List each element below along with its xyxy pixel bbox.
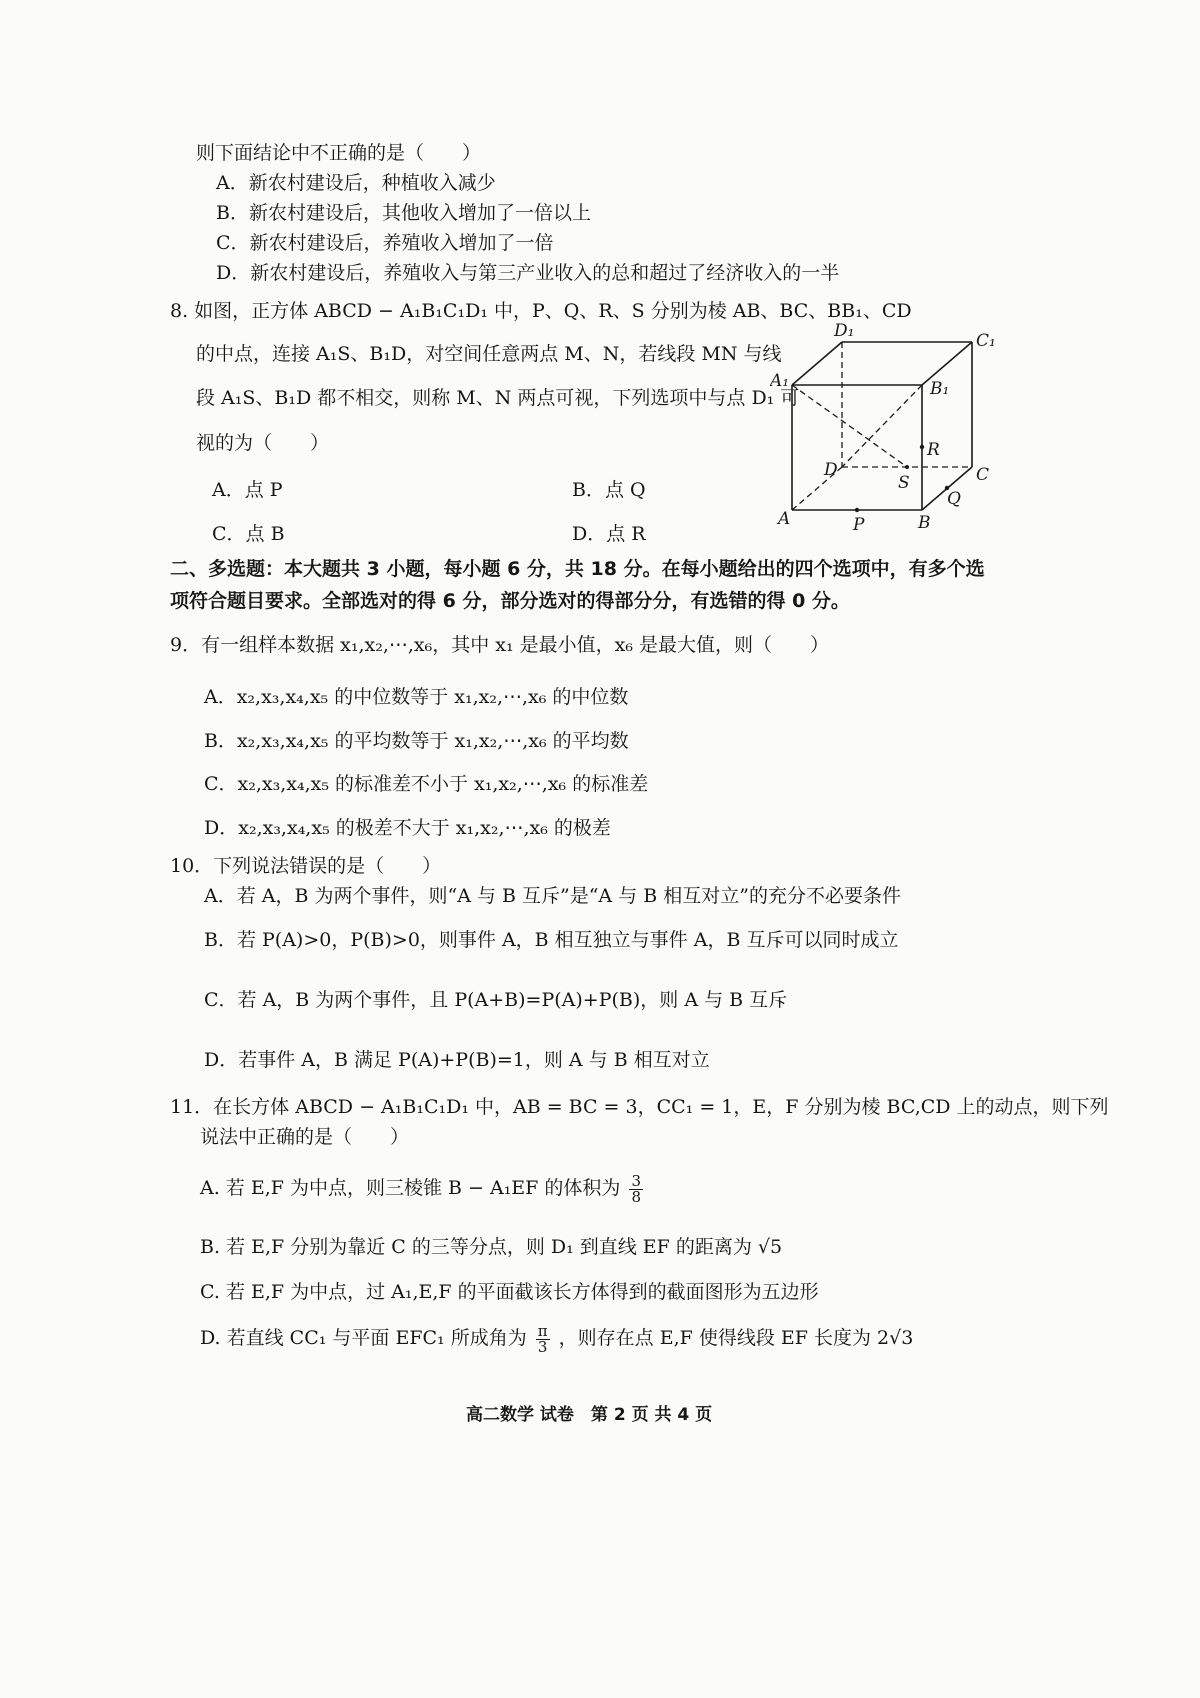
q10-stem: 10．下列说法错误的是（ ） (170, 855, 442, 877)
q11-option-a (200, 1170, 646, 1206)
q9-option-a: A．x₂,x₃,x₄,x₅ 的中位数等于 x₁,x₂,⋯,x₆ 的中位数 (204, 686, 629, 708)
q10-option-c: C．若 A，B 为两个事件，且 P(A+B)=P(A)+P(B)，则 A 与 B 互斥 (204, 989, 788, 1011)
label-c: C (976, 465, 990, 485)
fraction-pi-3 (536, 1321, 550, 1356)
q8-line-1: 8. 如图，正方体 ABCD − A₁B₁C₁D₁ 中，P、Q、R、S 分别为棱 AB、BC、BB₁、CD (170, 300, 912, 322)
q11-option-b: B. 若 E,F 分别为靠近 C 的三等分点，则 D₁ 到直线 EF 的距离为 √5 (200, 1236, 783, 1258)
q7-stem: 则下面结论中不正确的是（ ） (196, 142, 482, 164)
fraction-numerator: 3 (631, 1171, 641, 1190)
q8-line-4: 视的为（ ） (196, 432, 330, 454)
q11-option-a-text: A. 若 E,F 为中点，则三棱锥 B − A₁EF 的体积为 (200, 1177, 621, 1199)
q7-option-c: C．新农村建设后，养殖收入增加了一倍 (216, 232, 554, 254)
label-r: R (927, 440, 940, 460)
fraction-3-8 (629, 1171, 643, 1206)
label-d: D (824, 460, 838, 480)
label-a1: A₁ (770, 371, 790, 391)
q8-option-b: B．点 Q (572, 479, 646, 501)
q8-line-2: 的中点，连接 A₁S、B₁D，对空间任意两点 M、N，若线段 MN 与线 (196, 343, 782, 365)
page-footer: 高二数学 试卷 第 2 页 共 4 页 (466, 1405, 713, 1425)
label-q: Q (947, 489, 961, 509)
section-2-instructions-line-2: 项符合题目要求。全部选对的得 6 分，部分选对的得部分分，有选错的得 0 分。 (170, 590, 850, 612)
fraction-numerator: π (537, 1321, 548, 1340)
q10-option-b: B．若 P(A)>0，P(B)>0，则事件 A，B 相互独立与事件 A，B 互斥可以同时成立 (204, 929, 899, 951)
label-b1: B₁ (930, 379, 950, 399)
q11-line-2: 说法中正确的是（ ） (200, 1126, 410, 1148)
q10-option-d: D．若事件 A，B 满足 P(A)+P(B)=1，则 A 与 B 相互对立 (204, 1049, 710, 1071)
q8-option-d: D．点 R (572, 523, 646, 545)
q9-option-c: C．x₂,x₃,x₄,x₅ 的标准差不小于 x₁,x₂,⋯,x₆ 的标准差 (204, 773, 649, 795)
q11-option-d-text-after: ，则存在点 E,F 使得线段 EF 长度为 2√3 (558, 1327, 914, 1349)
q9-option-d: D．x₂,x₃,x₄,x₅ 的极差不大于 x₁,x₂,⋯,x₆ 的极差 (204, 817, 611, 839)
label-a: A (778, 509, 791, 529)
q9-option-b: B．x₂,x₃,x₄,x₅ 的平均数等于 x₁,x₂,⋯,x₆ 的平均数 (204, 730, 629, 752)
label-c1: C₁ (976, 331, 996, 351)
q11-option-d-text-before: D. 若直线 CC₁ 与平面 EFC₁ 所成角为 (200, 1327, 527, 1349)
fraction-denominator: 8 (631, 1187, 641, 1206)
q7-option-a: A．新农村建设后，种植收入减少 (216, 172, 496, 194)
label-s: S (898, 473, 910, 493)
q7-option-b: B．新农村建设后，其他收入增加了一倍以上 (216, 202, 591, 224)
label-b: B (918, 513, 931, 533)
q8-option-a: A．点 P (212, 479, 283, 501)
q10-option-a: A．若 A，B 为两个事件，则“A 与 B 互斥”是“A 与 B 相互对立”的充分不必要条件 (204, 885, 901, 907)
cube-figure (770, 320, 1010, 540)
q9-stem: 9．有一组样本数据 x₁,x₂,⋯,x₆，其中 x₁ 是最小值，x₆ 是最大值，则（ ） (170, 634, 830, 656)
q11-option-d (200, 1320, 913, 1356)
q11-line-1: 11．在长方体 ABCD − A₁B₁C₁D₁ 中，AB = BC = 3，CC₁ = 1，E，F 分别为棱 BC,CD 上的动点，则下列 (170, 1096, 1109, 1118)
q11-option-c: C. 若 E,F 为中点，过 A₁,E,F 的平面截该长方体得到的截面图形为五边形 (200, 1281, 819, 1303)
q8-line-3: 段 A₁S、B₁D 都不相交，则称 M、N 两点可视，下列选项中与点 D₁ 可 (196, 387, 800, 409)
q7-option-d: D．新农村建设后，养殖收入与第三产业收入的总和超过了经济收入的一半 (216, 262, 840, 284)
label-p: P (853, 515, 865, 535)
section-2-instructions-line-1: 二、多选题：本大题共 3 小题，每小题 6 分，共 18 分。在每小题给出的四个选项中，有多个选 (170, 558, 985, 580)
label-d1: D₁ (834, 321, 855, 341)
q8-option-c: C．点 B (212, 523, 285, 545)
fraction-denominator: 3 (537, 1337, 548, 1356)
